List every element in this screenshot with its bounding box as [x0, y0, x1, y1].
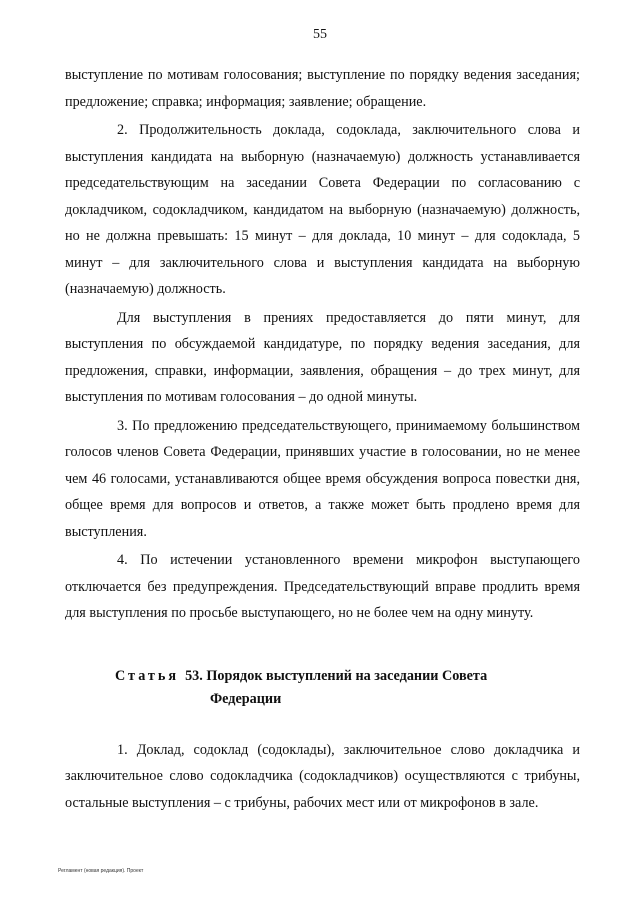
paragraph: 1. Доклад, содоклад (содоклады), заключительное слово докладчика и заключительное слово содокладчика (содокладчиков) осуществляются с трибуны, остальные выступления – с трибуны, рабочих мест или от микрофонов в зале. [65, 741, 580, 811]
paragraph: 4. По истечении установленного времени микрофон выступающего отключается без предупреждения. Председательствующий вправе продлить время для выступления по просьбе выступающего, но не более чем на одну минуту. [65, 552, 580, 621]
article-word: Статья [115, 667, 180, 684]
paragraph: 3. По предложению председательствующего, принимаемому большинством голосов членов Совета Федерации, принявших участие в голосовании, но не менее чем 46 голосами, устанавливаются общее время обсуждения вопроса повестки дня, общее время для вопросов и ответов, а также может быть продлено время для выступления. [65, 417, 580, 540]
page-number: 55 [313, 27, 327, 42]
article-title-line2: Федерации [210, 690, 282, 707]
paragraph: Для выступления в прениях предоставляется до пяти минут, для выступления по обсуждаемой кандидатуре, по порядку ведения заседания, для предложения, справки, информации, заявления, обращения – до трех минут, для выступления по мотивам голосования – до одной минуты. [65, 309, 580, 405]
footer-note: Регламент (новая редакция). Проект [58, 868, 144, 874]
paragraph: 2. Продолжительность доклада, содоклада, заключительного слова и выступления кандидата на выборную (назначаемую) должность устанавливается председательствующим на заседании Совета Федерации по согласованию с докладчиком, содокладчиком, кандидатом на выборную (назначаемую) должность, но не должна превышать: 15 минут – для доклада, 10 минут – для содоклада, 5 минут – для заключительного слова и выступления кандидата на выборную (назначаемую) должность. [65, 122, 580, 297]
article-heading [65, 665, 580, 711]
document-body [65, 62, 580, 818]
paragraph: выступление по мотивам голосования; выступление по порядку ведения заседания; предложение; справка; информация; заявление; обращение. [65, 67, 580, 110]
article-title-line1: 53. Порядок выступлений на заседании Совета [185, 667, 488, 684]
